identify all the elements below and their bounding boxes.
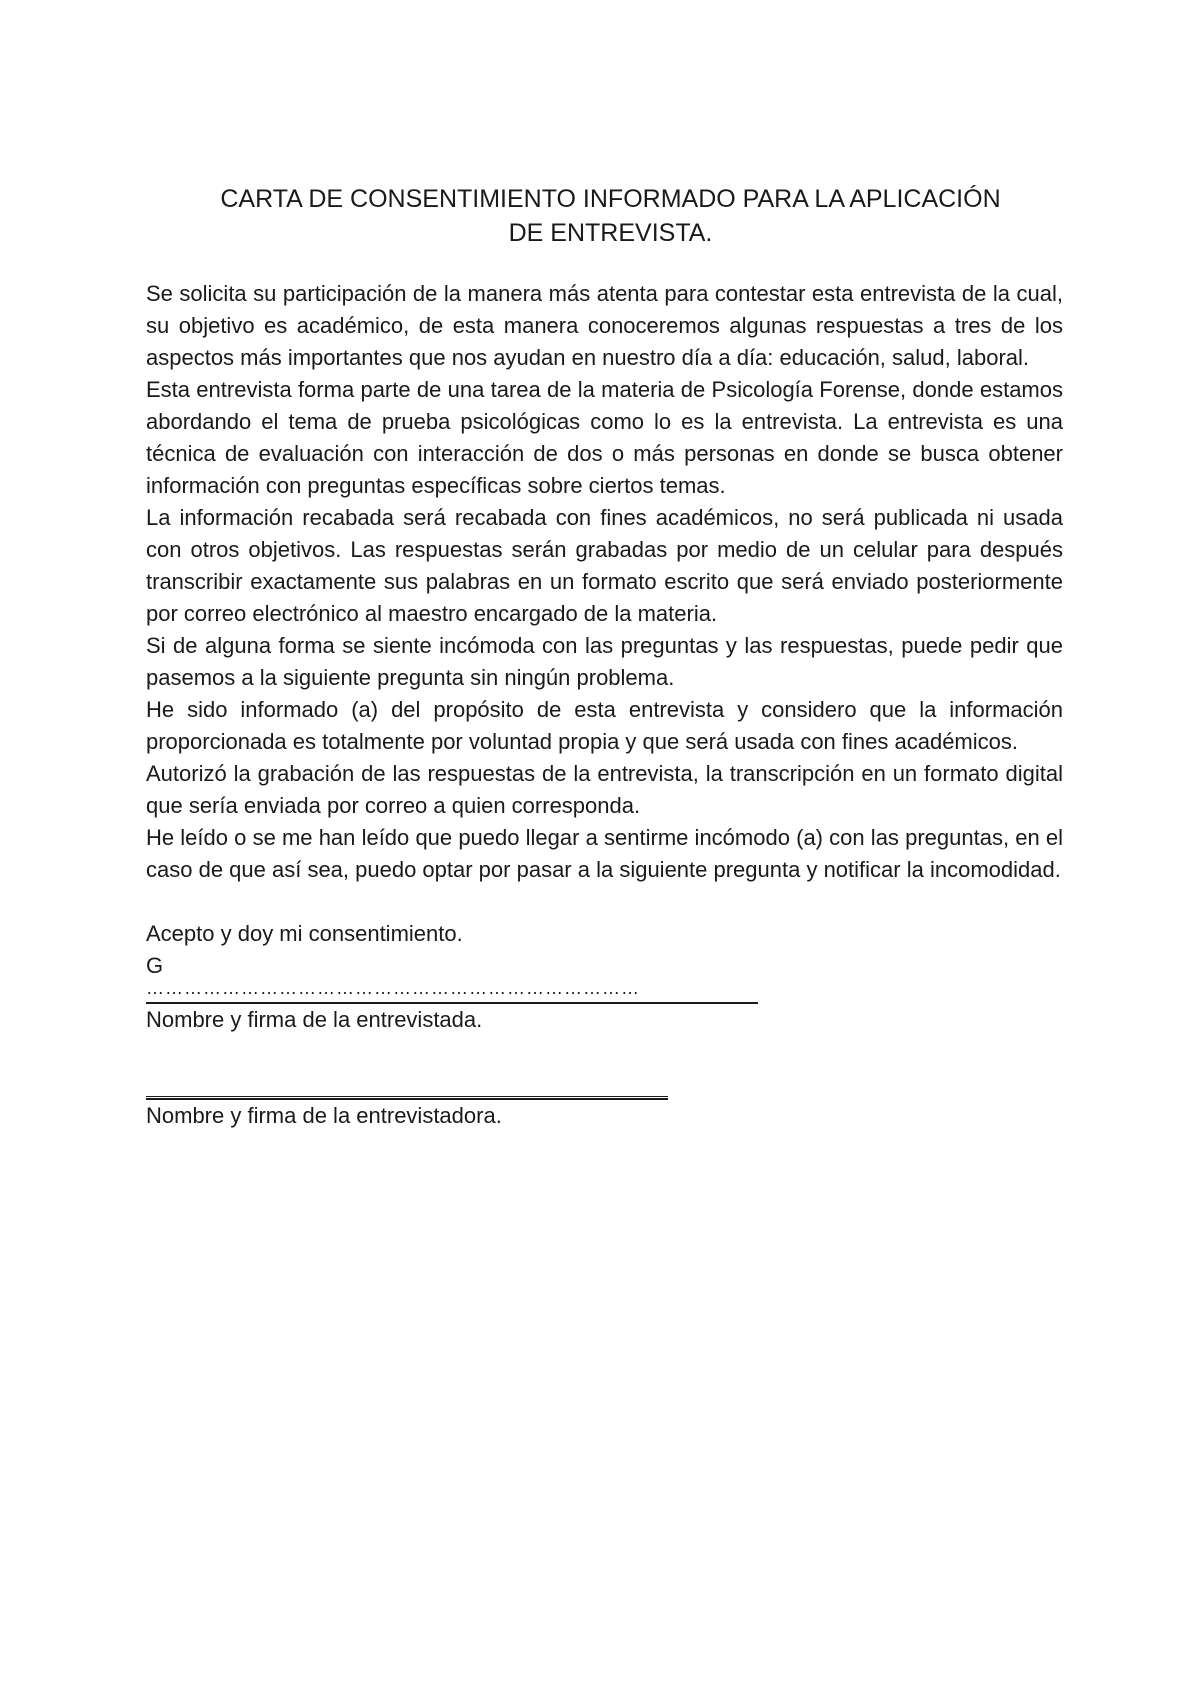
paragraph-data-usage: La información recabada será recabada con fines académicos, no será publicada ni usada con otros objetivos. Las respuestas serán grabadas por medio de un celular para después transcribir exactamente sus palabras en un formato escrito que será enviado posteriormente por correo electrónico al maestro encargado de la materia. xyxy=(146,505,1063,626)
signature-section xyxy=(146,950,1063,1132)
paragraph-objective: Se solicita su participación de la manera más atenta para contestar esta entrevista de la cual, su objetivo es académico, de esta manera conoceremos algunas respuestas a tres de los aspectos más importantes que nos ayudan en nuestro día a día: educación, salud, laboral. xyxy=(146,281,1063,370)
document-body xyxy=(146,278,1063,886)
interviewer-signature-label: Nombre y firma de la entrevistadora. xyxy=(146,1103,502,1128)
paragraph-discomfort: Si de alguna forma se siente incómoda con las preguntas y las respuestas, puede pedir que pasemos a la siguiente pregunta sin ningún problema. xyxy=(146,633,1063,690)
interviewer-signature-line xyxy=(146,1086,668,1100)
interviewee-signature-label: Nombre y firma de la entrevistada. xyxy=(146,1007,483,1032)
paragraph-recording-authorization: Autorizó la grabación de las respuestas de la entrevista, la transcripción en un formato digital que sería enviada por correo a quien corresponda. xyxy=(146,761,1063,818)
signature-mark: G xyxy=(146,953,164,978)
signature-rule xyxy=(146,1096,668,1100)
paragraph-acknowledgement: He leído o se me han leído que puedo llegar a sentirme incómodo (a) con las preguntas, en el caso de que así sea, puedo optar por pasar a la siguiente pregunta y notificar la incomodidad. xyxy=(146,825,1063,882)
signature-dots: …………………………………………………………………… xyxy=(146,982,758,1004)
paragraph-context: Esta entrevista forma parte de una tarea de la materia de Psicología Forense, donde estamos abordando el tema de prueba psicológicas como lo es la entrevista. La entrevista es una técnica de evaluación con interacción de dos o más personas en donde se busca obtener información con preguntas específicas sobre ciertos temas. xyxy=(146,377,1063,498)
paragraph-informed: He sido informado (a) del propósito de esta entrevista y considero que la información proporcionada es totalmente por voluntad propia y que será usada con fines académicos. xyxy=(146,697,1063,754)
document-title: CARTA DE CONSENTIMIENTO INFORMADO PARA LA APLICACIÓN DE ENTREVISTA. xyxy=(220,185,1001,247)
interviewee-signature-line xyxy=(146,982,758,1004)
acceptance-statement: Acepto y doy mi consentimiento. xyxy=(146,921,463,946)
